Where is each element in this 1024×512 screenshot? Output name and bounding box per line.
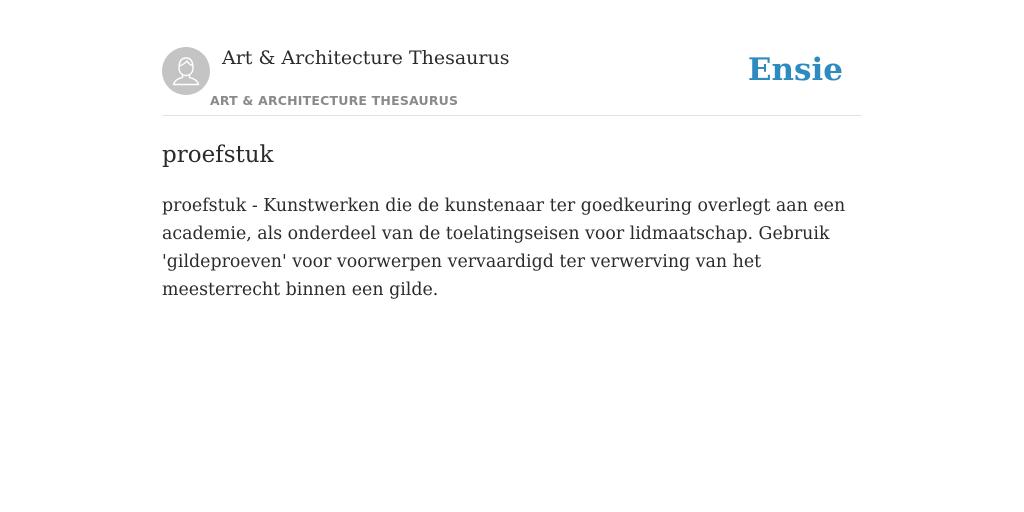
- entry-header: [162, 0, 862, 116]
- entry-title: proefstuk: [162, 142, 274, 168]
- author-name-link[interactable]: Art & Architecture Thesaurus: [222, 47, 510, 69]
- entry-description: proefstuk - Kunstwerken die de kunstenaar ter goedkeuring overlegt aan een academie, als onderdeel van de toelatingseisen voor lidmaatschap. Gebruik 'gildeproeven' voor voorwerpen vervaardigd ter verwerving van het meesterrecht binnen een gilde.: [162, 196, 846, 300]
- ensie-logo-link[interactable]: Ensie: [747, 52, 843, 88]
- author-subtitle: ART & ARCHITECTURE THESAURUS: [210, 93, 459, 108]
- author-avatar[interactable]: [162, 47, 210, 95]
- page-container: [162, 0, 862, 512]
- user-outline-icon: [162, 47, 210, 95]
